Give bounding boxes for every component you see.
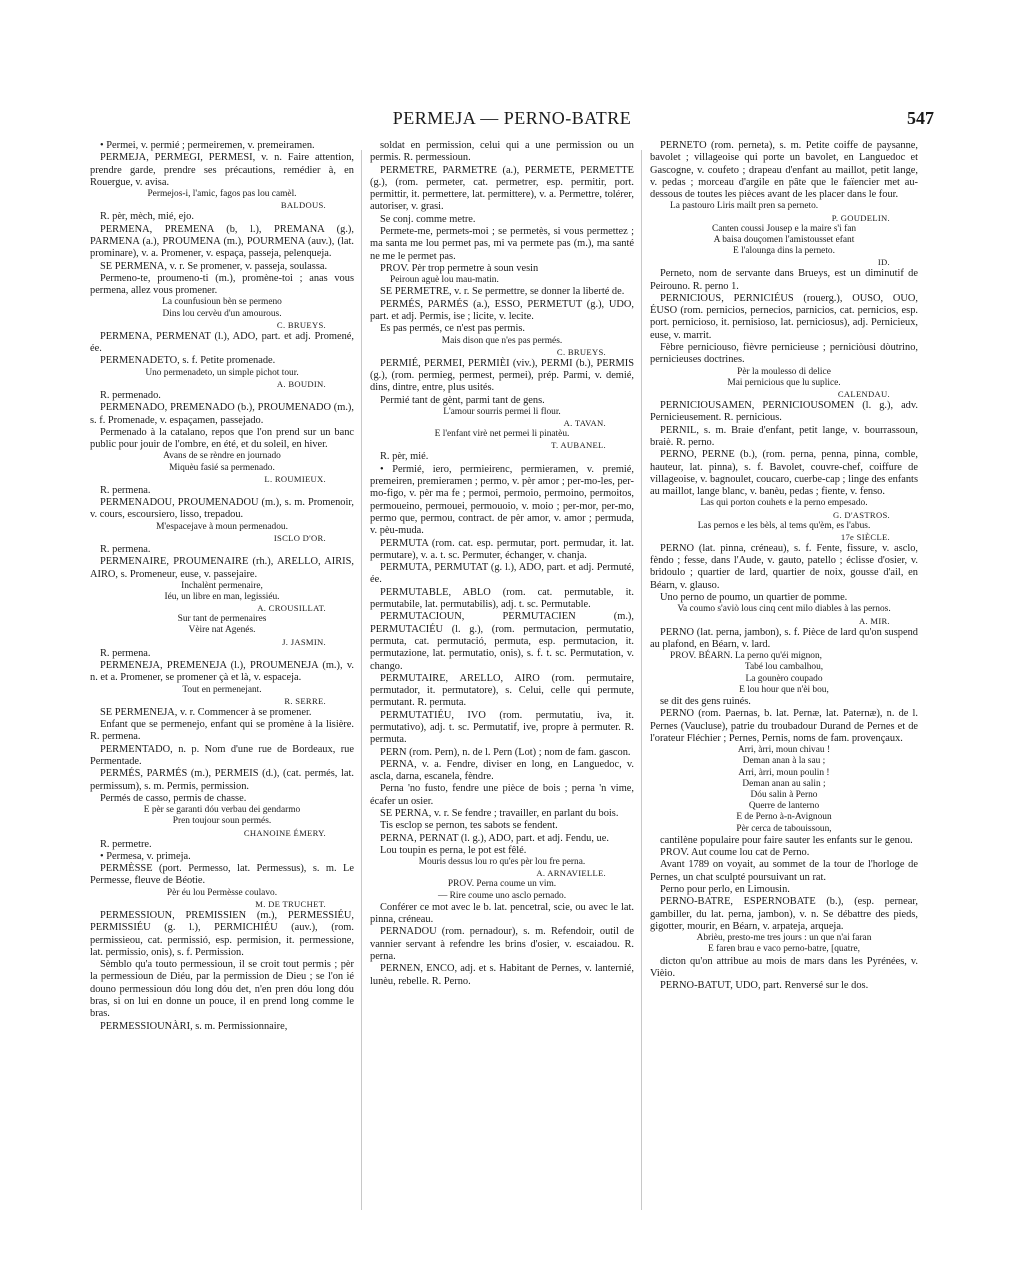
entry-paragraph: R. permena. xyxy=(100,647,151,659)
entry-paragraph: PERMUTATIÉU, IVO (rom. permutatiu, iva, it. permutativo), adj. t. sc. Permutatif, ive, propre à permuter. R. permuta. xyxy=(370,709,634,746)
quotation-attribution: CHANOINE ÉMERY. xyxy=(243,827,326,838)
entry-paragraph: Fèbre perniciouso, fièvre pernicieuse ; perniciòusi dòutrino, pernicieuses doctrines. xyxy=(650,342,918,366)
entry-paragraph: Tis esclop se pernon, tes sabots se fendent. xyxy=(380,820,558,832)
entry-paragraph: PERMUTAIRE, ARELLO, AIRO (rom. permutaire, permutador, it. permutatore), s. Celui, celle qui permute, permutant. R. permuta. xyxy=(370,672,634,709)
quotation-attribution: ISCLO D'OR. xyxy=(273,532,326,543)
entry-paragraph: PERN (rom. Pern), n. de l. Pern (Lot) ; nom de fam. gascon. xyxy=(380,746,631,758)
quotation-line: E de Perno à-n-Avignoun xyxy=(736,812,832,823)
running-head xyxy=(90,108,934,138)
quotation-attribution: ID. xyxy=(877,257,890,268)
quotation-attribution: P. GOUDELIN. xyxy=(831,212,890,223)
quotation-line: M'espacejave à moun permenadou. xyxy=(156,521,288,532)
entry-paragraph: PERMETRE, PARMETRE (a.), PERMETE, PERMETTE (g.), (rom. permeter, cat. permetrer, esp. permitir, port. permittir, it. permettere, lat. permittere), v. a. Permettre, tolérer, autoriser, v. grasi. xyxy=(370,164,634,213)
quotation-line: Pèr la moulesso di delice xyxy=(737,366,831,377)
entry-paragraph: PERMIÉ, PERMEI, PERMIÈI (viv.), PERMI (b.), PERMIS (g.), (rom. permieg, permest, permei), prép. Parmi, v. demié, dins, dintre, entre, plus usités. xyxy=(370,357,634,394)
entry-paragraph: • Permié, iero, permieirenc, permieramen, v. premié, premeiren, premieramen ; permo, v. pèr amor ; per-mo-les, per-mo-figo, v. pèr ma fe ; permoi, permoio, permoino, permoitos, permoueino, permouei, permouoio, v. moio ; per-mor, per-mo, permo que, permou, contract. de pèr amor, v. amor ; permuda, v. pèu-muda. xyxy=(370,463,634,537)
entry-paragraph: SE PERNA, v. r. Se fendre ; travailler, en parlant du bois. xyxy=(380,808,619,820)
quotation-attribution: C. BRUEYS. xyxy=(556,346,606,357)
entry-paragraph: SE PERMENA, v. r. Se promener, v. passeja, soulassa. xyxy=(100,260,328,272)
column-divider xyxy=(641,150,642,1210)
quotation-line: Deman anan au salin ; xyxy=(742,778,826,789)
entry-paragraph: PERNICIOUS, PERNICIÉUS (rouerg.), OUSO, OUO, ÉUSO (rom. pernicios, pernecios, parnicios, cat. pernicios, esp. port. pernicioso, it. pernisioso, lat. perniciosus), adj. Pernicieux, euse, v. marrit. xyxy=(650,292,918,341)
entry-paragraph: PERMUTA, PERMUTAT (g. l.), ADO, part. et adj. Permuté, ée. xyxy=(370,562,634,586)
quotation-line: Inchalènt permenaire, xyxy=(181,580,263,591)
entry-paragraph: • Permei, v. permié ; permeiremen, v. premeiramen. xyxy=(100,140,315,151)
entry-paragraph: Permete-me, permets-moi ; se permetès, si vous permettez ; ma santa me lou permet pas, mi va permete pas (m.), ma santé ne me le permet pas. xyxy=(370,226,634,262)
quotation-line: Dóu salin à Perno xyxy=(750,789,818,800)
quotation-line: Arri, àrri, moun chivau ! xyxy=(737,745,831,756)
quotation-attribution: 17e SIÈCLE. xyxy=(840,531,890,542)
entry-paragraph: PERMENA, PREMENA (b, l.), PREMANA (g.), PARMENA (a.), PROUMENA (m.), POURMENA (auv.), (lat. prominare), v. a. Promener, v. espaça, passeja, pelenqueja. xyxy=(90,223,354,260)
quotation-line: Mais dison que n'es pas permés. xyxy=(441,335,563,346)
entry-paragraph: PERMENTADO, n. p. Nom d'une rue de Bordeaux, rue Permentade. xyxy=(90,743,354,767)
quotation-line: La counfusioun bèn se permeno xyxy=(162,297,282,308)
quotation-line: Mouris dessus lou ro qu'es pèr lou fre perna. xyxy=(418,857,586,868)
quotation-line: L'amour sourris permei li flour. xyxy=(443,407,561,418)
entry-paragraph: R. permetre. xyxy=(100,838,152,850)
quotation-line: Pèr éu lou Permèsse coulavo. xyxy=(166,887,278,898)
entry-paragraph: PERNA, v. a. Fendre, diviser en long, en Languedoc, v. ascla, darna, escanela, fèndre. xyxy=(370,758,634,783)
quotation-line: E l'alounga dins la perneto. xyxy=(733,246,835,257)
quotation-line: A baisa douçomen l'amistousset efant xyxy=(713,234,855,245)
entry-paragraph: se dit des gens ruinés. xyxy=(660,695,751,707)
entry-paragraph: Permés de casso, permis de chasse. xyxy=(100,792,247,804)
entry-paragraph: PERMÉS, PARMÉS (m.), PERMEIS (d.), (cat. permés, lat. permissum), s. m. Permis, permission. xyxy=(90,768,354,792)
entry-paragraph: PROV. Pèr trop permetre à soun vesin xyxy=(380,262,539,274)
entry-paragraph: soldat en permission, celui qui a une permission ou un permis. R. permessioun. xyxy=(370,140,634,164)
quotation-attribution: R. SERRE. xyxy=(284,695,326,706)
quotation-attribution: A. CROUSILLAT. xyxy=(257,603,326,614)
entry-paragraph: PERNICIOUSAMEN, PERNICIOUSOMEN (l. g.), adv. Pernicieusement. R. pernicious. xyxy=(650,400,918,424)
quotation-line: Canten coussi Jousep e la maire s'i fan xyxy=(711,223,857,234)
quotation-line: Pren toujour soun permés. xyxy=(172,816,272,827)
quotation-line: Abrièu, presto-me tres jours : un que n'ai faran xyxy=(696,933,872,944)
quotation-line: Mai pernicious que lu suplice. xyxy=(727,377,841,388)
entry-paragraph: cantilène populaire pour faire sauter les enfants sur le genou. xyxy=(660,834,913,846)
quotation-line: La pastouro Liris mailt pren sa perneto. xyxy=(670,201,819,212)
quotation-line: Permejos-i, l'amic, fagos pas lou camèl. xyxy=(147,189,297,200)
entry-paragraph: SE PERMENEJA, v. r. Commencer à se promener. xyxy=(100,706,312,718)
quotation-line: Pèr cerca de tabouissoun, xyxy=(736,823,832,834)
quotation-attribution: A. MIR. xyxy=(859,615,890,626)
entry-paragraph: PERMEJA, PERMEGI, PERMESI, v. n. Faire attention, prendre garde, prendre ses précautions, remédier à, en Rouergue, v. avisa. xyxy=(90,152,354,188)
quotation-line: Las qui porton couhets e la perno empesado. xyxy=(700,498,868,509)
entry-paragraph: Perno pour perlo, en Limousin. xyxy=(660,883,790,895)
entry-paragraph: R. pèr, mié. xyxy=(380,451,429,463)
running-head-title: PERMEJA — PERNO-BATRE xyxy=(392,108,632,128)
quotation-line: E lou hour que n'èi bou, xyxy=(739,684,829,695)
quotation-attribution: L. ROUMIEUX. xyxy=(264,473,326,484)
entry-paragraph: PERNA, PERNAT (l. g.), ADO, part. et adj. Fendu, ue. xyxy=(380,832,609,844)
quotation-line: La gounèro coupado xyxy=(745,673,823,684)
entry-paragraph: PROV. Aut coume lou cat de Perno. xyxy=(660,847,810,859)
entry-paragraph: SE PERMETRE, v. r. Se permettre, se donner la liberté de. xyxy=(380,286,625,298)
quotation-attribution: C. BRUEYS. xyxy=(276,319,326,330)
entry-paragraph: PERNO (rom. Paernas, b. lat. Pernæ, lat. Paternæ), n. de l. Pernes (Vaucluse), patrie du troubadour Durand de Pernes et de l'orateur Fléchier ; Pernes, Pernis, noms de fam. provençaux. xyxy=(650,708,918,744)
entry-paragraph: PERNO, PERNE (b.), (rom. perna, penna, pinna, comble, hauteur, lat. pinna), s. f. Bavolet, couvre-chef, coiffure de villageoise, v. bagnoulet, coucaro, cuerbe-cap ; linge des enfants au maillot, lange blanc, v. banèu, pedas ; fiente, v. fenso. xyxy=(650,449,918,498)
entry-paragraph: Uno perno de poumo, un quartier de pomme. xyxy=(660,592,848,604)
entry-paragraph: dicton qu'on attribue au mois de mars dans les Pyrénées, v. Vièio. xyxy=(650,955,918,979)
quotation-attribution: A. ARNAVIELLE. xyxy=(536,868,606,879)
entry-paragraph: PERNO-BATUT, UDO, part. Renversé sur le dos. xyxy=(660,980,869,992)
quotation-line: Las pernos e les bèls, al tems qu'èm, es l'abus. xyxy=(697,520,871,531)
entry-paragraph: R. permena. xyxy=(100,484,151,496)
entry-paragraph: PERMESSIOUN, PREMISSIEN (m.), PERMESSIÉU, PERMISSIÉU (g. l.), PERMICHIÉU (auv.), (rom. permissieou, cat. permissió, esp. permision, it. permessione, lat. permissio, onis), s. f. Permission. xyxy=(90,909,354,958)
quotation-line: Peiroun aguè lou mau-matin. xyxy=(390,275,499,286)
quotation-attribution: M. DE TRUCHET. xyxy=(255,898,326,909)
entry-paragraph: PERMÈSSE (port. Permesso, lat. Permessus), s. m. Le Permesse, fleuve de Béotie. xyxy=(90,863,354,887)
quotation-attribution: A. BOUDIN. xyxy=(276,378,326,389)
page-number: 547 xyxy=(907,108,934,128)
quotation-line: PROV. Perna coume un vim. xyxy=(447,879,557,890)
column-left xyxy=(90,140,354,1220)
entry-paragraph: Permié tant de gènt, parmi tant de gens. xyxy=(380,394,545,406)
entry-paragraph: Se conj. comme metre. xyxy=(380,213,476,225)
quotation-line: Dins lou cervèu d'un amourous. xyxy=(162,308,282,319)
entry-paragraph: PERMUTA (rom. cat. esp. permutar, port. permudar, it. lat. permutare), v. a. t. sc. Permuter, échanger, v. chanja. xyxy=(370,537,634,561)
quotation-attribution: A. TAVAN. xyxy=(563,418,606,429)
entry-paragraph: PERNADOU (rom. pernadour), s. m. Refendoir, outil de vannier servant à refendre les brins d'osier, v. escaiadou. R. perna. xyxy=(370,926,634,963)
quotation-line: E pèr se garanti dóu verbau dei gendarmo xyxy=(143,805,301,816)
quotation-line: — Rire coume uno asclo pernado. xyxy=(437,890,567,901)
quotation-line: Sur tant de permenaires xyxy=(177,614,267,625)
quotation-line: PROV. BÉARN. La perno qu'éi mignon, xyxy=(670,651,823,662)
entry-paragraph: R. permena. xyxy=(100,543,151,555)
entry-paragraph: PERNO-BATRE, ESPERNOBATE (b.), (esp. pernear, gambiller, du lat. perna, jambon), v. n. Se débattre des pieds, gigotter, mourir, en Béarn, v. arpateja, arqueja. xyxy=(650,896,918,932)
entry-paragraph: Perneto, nom de servante dans Brueys, est un diminutif de Peirouno. R. perno 1. xyxy=(650,268,918,292)
column-divider xyxy=(361,150,362,1210)
entry-paragraph: Sèmblo qu'a touto permessioun, il se croit tout permis ; pèr la permessioun de Diéu, par la permission de Dieu ; se l'on ié douno permessioun dóu long dóu det, n'en pren dóu long dóu bras, si on lui en donne un pouce, il en prend long comme le bras. xyxy=(90,959,354,1020)
entry-paragraph: PERMESSIOUNÀRI, s. m. Permissionnaire, xyxy=(100,1020,288,1032)
entry-paragraph: Permenado à la catalano, repos que l'on prend sur un banc public pour jouir de l'ombre, en été, et du soleil, en hiver. xyxy=(90,426,354,451)
entry-paragraph: Permeno-te, proumeno-ti (m.), promène-toi ; anas vous permena, allez vous promener. xyxy=(90,272,354,297)
quotation-line: Vèire nat Agenés. xyxy=(188,625,256,636)
entry-paragraph: Perna 'no fusto, fendre une pièce de bois ; perna 'n vime, écafer un osier. xyxy=(370,783,634,807)
entry-paragraph: PERMENEJA, PREMENEJA (l.), PROUMENEJA (m.), v. n. et a. Promener, se promener çà et là, v. espaceja. xyxy=(90,659,354,684)
quotation-attribution: BALDOUS. xyxy=(280,200,326,211)
entry-paragraph: PERNO (lat. pinna, créneau), s. f. Fente, fissure, v. asclo, fèndo ; fesse, dans l'Aude, v. gauto, patello ; éclisse d'osier, v. bridoulo ; quartier de lard, quartier de noix, gousse d'ail, en Béarn, v. glauso. xyxy=(650,542,918,591)
quotation-line: E l'enfant virè net permei li pinatèu. xyxy=(434,429,570,440)
quotation-attribution: T. AUBANEL. xyxy=(551,440,606,451)
quotation-line: Arri, àrri, moun poulin ! xyxy=(738,767,830,778)
entry-paragraph: PERNETO (rom. perneta), s. m. Petite coiffe de paysanne, bavolet ; villageoise qui porte un bavolet, en Languedoc et Gascogne, v. coufeto ; drapeau d'enfant au maillot, petit lange, v. pedas ; morceau d'argile en pâte que le faïencier met au-dessous de toutes les pièces avant de les placer dans le four. xyxy=(650,140,918,201)
entry-paragraph: Es pas permés, ce n'est pas permis. xyxy=(380,323,525,335)
entry-paragraph: R. permenado. xyxy=(100,389,161,401)
entry-paragraph: PERNEN, ENCO, adj. et s. Habitant de Pernes, v. lanternié, lunèu, rebelle. R. Perno. xyxy=(370,963,634,987)
quotation-line: Tout en permenejant. xyxy=(182,684,262,695)
entry-paragraph: PERNIL, s. m. Braie d'enfant, petit lange, v. bourrassoun, braiè. R. perno. xyxy=(650,424,918,448)
quotation-line: Tabé lou cambalhou, xyxy=(744,662,824,673)
quotation-line: Miquèu fasié sa permenado. xyxy=(169,462,275,473)
entry-paragraph: Avant 1789 on voyait, au sommet de la tour de l'horloge de Pernes, un chat sculpté poursuivant un rat. xyxy=(650,859,918,883)
entry-paragraph: R. pèr, mèch, mié, ejo. xyxy=(100,211,194,223)
quotation-attribution: J. JASMIN. xyxy=(282,636,326,647)
entry-paragraph: Enfant que se permenejo, enfant qui se promène à la lisière. R. permena. xyxy=(90,719,354,743)
entry-paragraph: PERNO (lat. perna, jambon), s. f. Pièce de lard qu'on suspend au plafond, en Béarn, v. lard. xyxy=(650,626,918,650)
entry-paragraph: PERMENADO, PREMENADO (b.), PROUMENADO (m.), s. f. Promenade, v. espaçamen, passejado. xyxy=(90,402,354,426)
quotation-line: Querre de lanterno xyxy=(748,801,820,812)
entry-paragraph: PERMUTACIOUN, PERMUTACIEN (m.), PERMUTACIÉU (l. g.), (rom. permutacion, permutatio, permuta, cat. permutació, permuta, esp. permutacion, it. permutazione, lat. permutatio, onis), s. f. t. sc. Permutation, v. chango. xyxy=(370,611,634,672)
quotation-attribution: CALENDAU. xyxy=(837,389,890,400)
entry-paragraph: Lou toupin es perna, le pot est fêlé. xyxy=(380,844,527,856)
quotation-line: Avans de se rèndre en journado xyxy=(163,451,281,462)
entry-paragraph: PERMENADOU, PROUMENADOU (m.), s. m. Promenoir, v. cours, escoursiero, lisso, trepadou. xyxy=(90,497,354,521)
entry-paragraph: PERMENA, PERMENAT (l.), ADO, part. et adj. Promené, ée. xyxy=(90,330,354,355)
quotation-attribution: G. D'ASTROS. xyxy=(833,509,890,520)
column-right xyxy=(650,140,918,1220)
quotation-line: E faren brau e vaco perno-batre, [quatre, xyxy=(708,944,860,955)
column-middle xyxy=(370,140,634,1220)
quotation-line: Uno permenadeto, un simple pichot tour. xyxy=(145,367,299,378)
entry-paragraph: Conférer ce mot avec le b. lat. pencetral, scie, ou avec le lat. pinna, créneau. xyxy=(370,901,634,926)
quotation-line: Deman anan à la sau ; xyxy=(742,756,826,767)
quotation-line: Va coumo s'aviò lous cinq cent milo diables à las pernos. xyxy=(677,604,891,615)
entry-paragraph: PERMENAIRE, PROUMENAIRE (rh.), ARELLO, AIRIS, AIRO, s. Promeneur, euse, v. passejaire. xyxy=(90,556,354,580)
entry-paragraph: PERMUTABLE, ABLO (rom. cat. permutable, it. permutabile, lat. permutabilis), adj. t. sc. Permutable. xyxy=(370,586,634,611)
entry-paragraph: PERMÉS, PARMÉS (a.), ESSO, PERMETUT (g.), UDO, part. et adj. Permis, ise ; licite, v. lecite. xyxy=(370,298,634,323)
entry-paragraph: PERMENADETO, s. f. Petite promenade. xyxy=(100,355,276,367)
quotation-line: Iéu, un libre en man, legissiéu. xyxy=(164,592,280,603)
entry-paragraph: • Permesa, v. primeja. xyxy=(100,850,191,862)
